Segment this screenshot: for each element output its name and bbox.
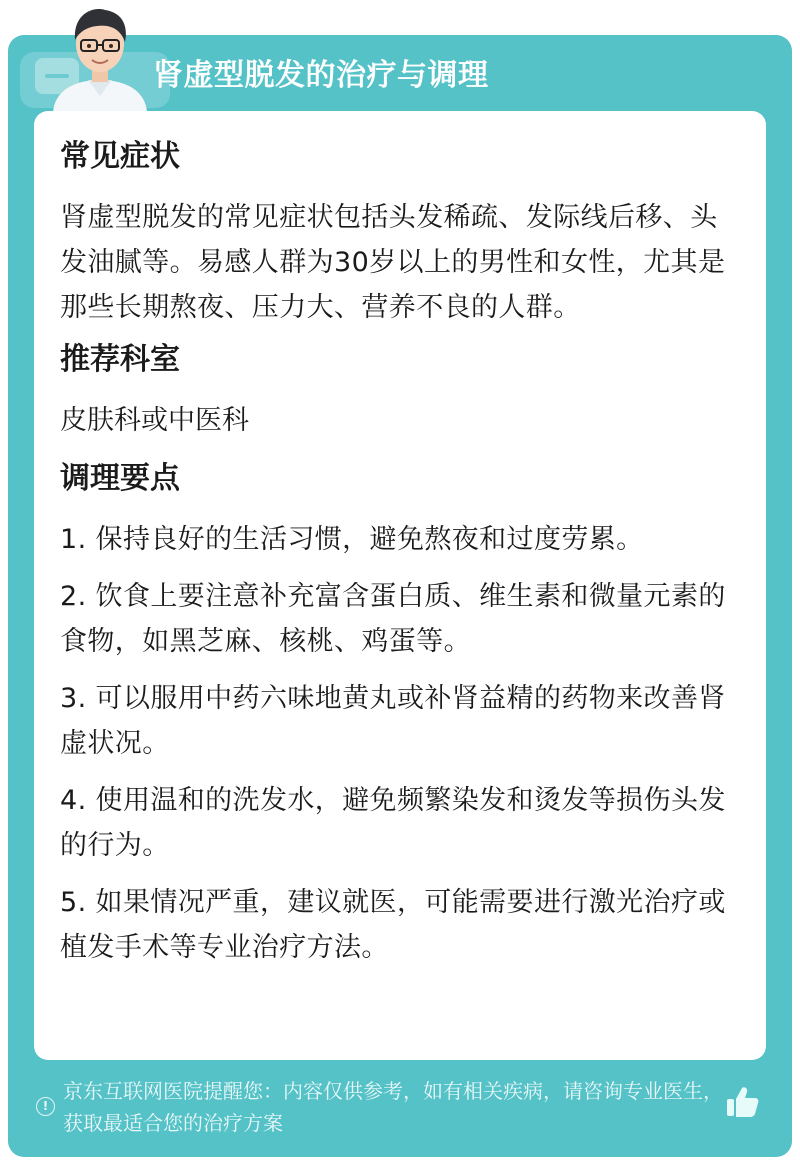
symptoms-text: 肾虚型脱发的常见症状包括头发稀疏、发际线后移、头发油腻等。易感人群为30岁以上的男性和女性，尤其是那些长期熬夜、压力大、营养不良的人群。 <box>60 202 726 323</box>
care-item: 1. 保持良好的生活习惯，避免熬夜和过度劳累。 <box>60 524 644 555</box>
section-title-symptoms: 常见症状 <box>60 139 180 174</box>
disclaimer-text: 京东互联网医院提醒您：内容仅供参考，如有相关疾病，请咨询专业医生，获取最适合您的治疗方案 <box>63 1079 723 1135</box>
page-title: 肾虚型脱发的治疗与调理 <box>153 58 489 93</box>
care-item: 5. 如果情况严重，建议就医，可能需要进行激光治疗或植发手术等专业治疗方法。 <box>60 887 726 963</box>
care-item: 3. 可以服用中药六味地黄丸或补肾益精的药物来改善肾虚状况。 <box>60 683 726 759</box>
section-title-care: 调理要点 <box>60 461 180 496</box>
info-icon: ! <box>36 1097 55 1116</box>
thumbs-up-icon[interactable] <box>724 1084 760 1120</box>
doctor-avatar <box>45 0 155 112</box>
article-card <box>34 111 766 1060</box>
department-text: 皮肤科或中医科 <box>60 405 249 436</box>
care-item: 4. 使用温和的洗发水，避免频繁染发和烫发等损伤头发的行为。 <box>60 785 726 861</box>
section-title-department: 推荐科室 <box>60 342 180 377</box>
care-item: 2. 饮食上要注意补充富含蛋白质、维生素和微量元素的食物，如黑芝麻、核桃、鸡蛋等。 <box>60 581 726 657</box>
